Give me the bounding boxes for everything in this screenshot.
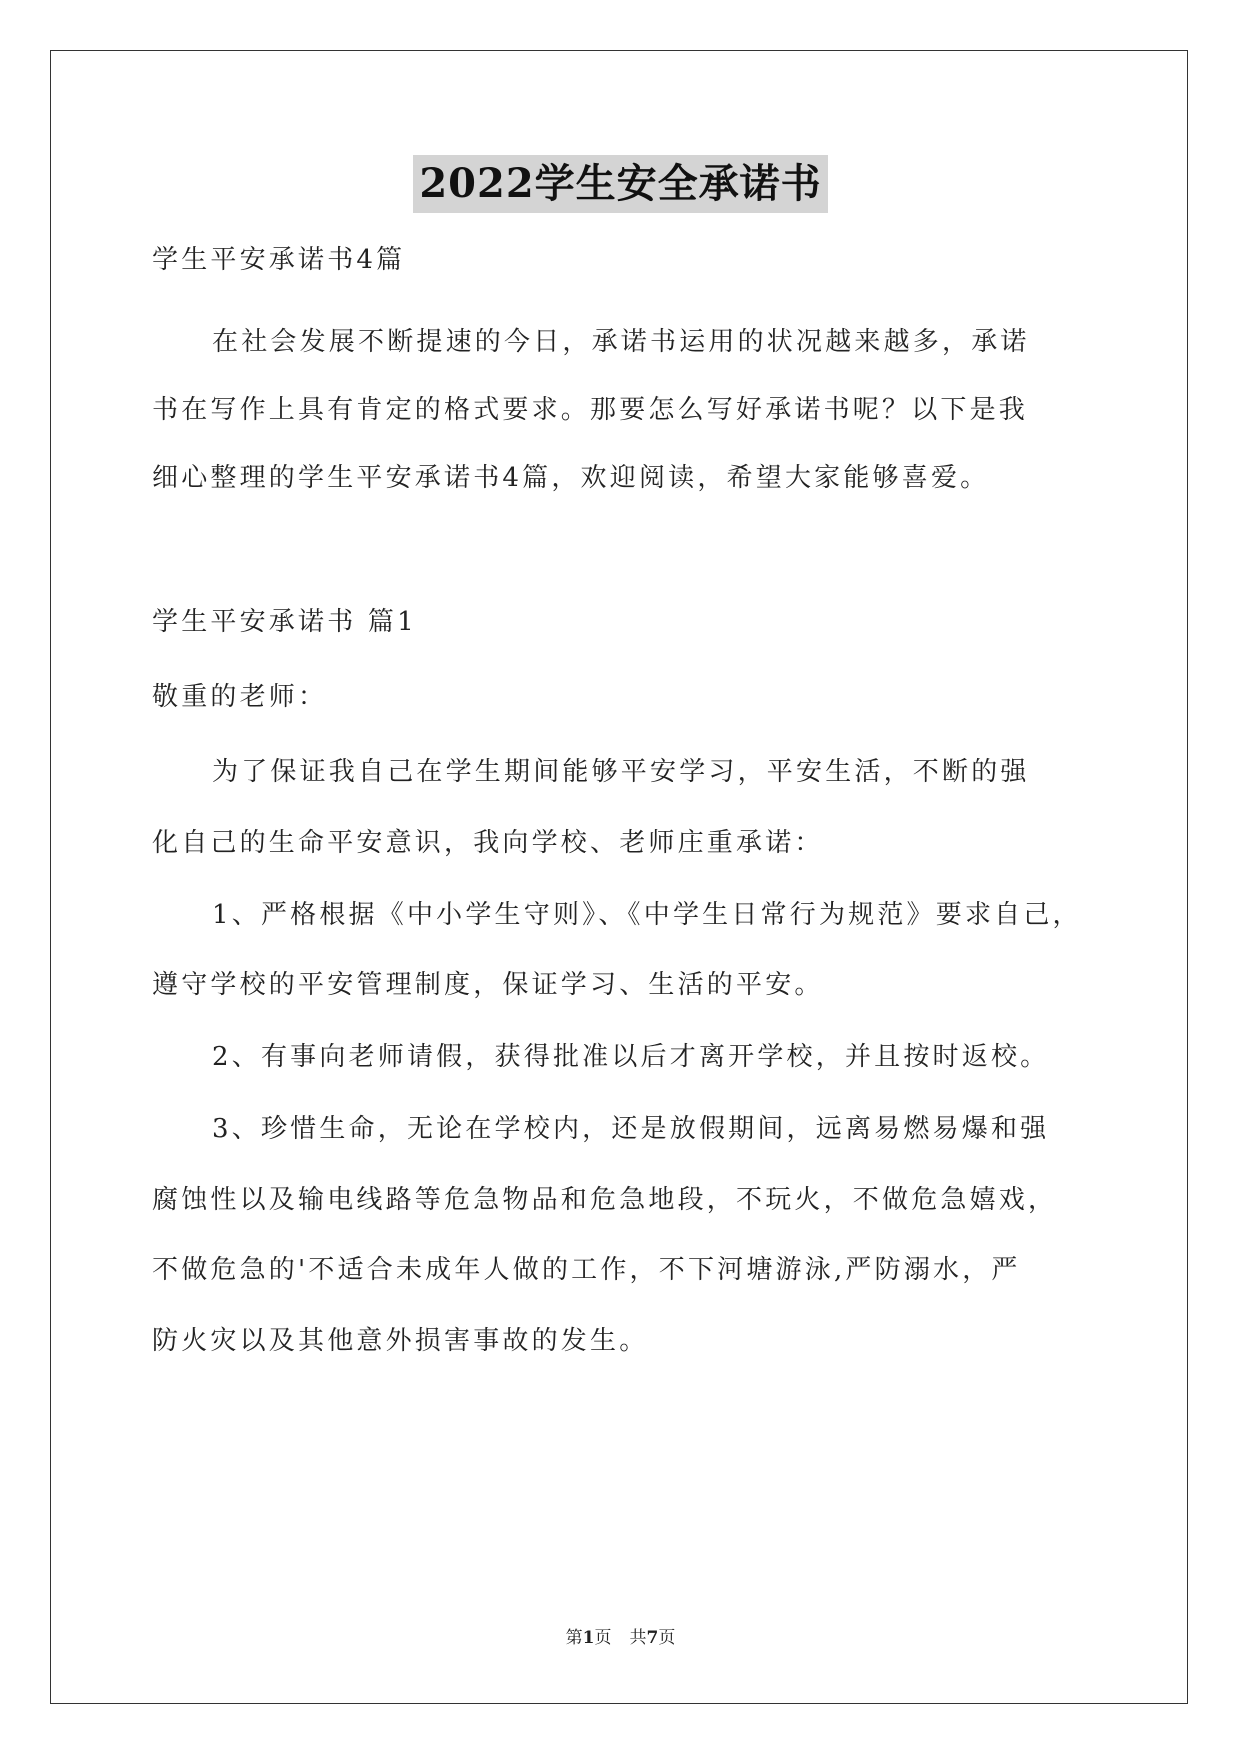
title-container	[0, 155, 1241, 213]
total-prefix: 共	[629, 1628, 647, 1648]
list-item-3-line: 3、珍惜生命，无论在学校内，还是放假期间，远离易燃易爆和强	[212, 1114, 1050, 1144]
list-item-1-line: 遵守学校的平安管理制度，保证学习、生活的平安。	[152, 970, 824, 1000]
body-paragraph-line: 化自己的生命平安意识，我向学校、老师庄重承诺：	[152, 828, 824, 858]
list-item-2-line: 2、有事向老师请假，获得批准以后才离开学校，并且按时返校。	[212, 1042, 1050, 1072]
total-suffix: 页	[658, 1628, 676, 1648]
intro-paragraph-line: 书在写作上具有肯定的格式要求。那要怎么写好承诺书呢？以下是我	[152, 395, 1029, 425]
list-item-1-line: 1、严格根据《中小学生守则》、《中学生日常行为规范》要求自己，	[212, 900, 1082, 930]
document-title: 2022学生安全承诺书	[413, 155, 827, 213]
section-heading: 学生平安承诺书 篇1	[152, 607, 417, 637]
list-item-3-line: 腐蚀性以及输电线路等危急物品和危急地段，不玩火，不做危急嬉戏，	[152, 1185, 1058, 1215]
list-item-3-line: 不做危急的'不适合未成年人做的工作，不下河塘游泳,严防溺水，严	[152, 1255, 1021, 1285]
body-paragraph-line: 为了保证我自己在学生期间能够平安学习，平安生活，不断的强	[212, 757, 1030, 787]
page-suffix: 页	[594, 1628, 612, 1648]
intro-heading: 学生平安承诺书4篇	[152, 245, 406, 275]
page-border	[50, 50, 1188, 1704]
list-item-3-line: 防火灾以及其他意外损害事故的发生。	[152, 1326, 649, 1356]
salutation: 敬重的老师：	[152, 682, 328, 712]
intro-paragraph-line: 细心整理的学生平安承诺书4篇，欢迎阅读，希望大家能够喜爱。	[152, 463, 990, 493]
page-prefix: 第	[565, 1628, 583, 1648]
intro-paragraph-line: 在社会发展不断提速的今日，承诺书运用的状况越来越多，承诺	[212, 327, 1030, 357]
page-footer	[0, 1623, 1241, 1648]
page-number: 1	[582, 1628, 595, 1648]
total-pages: 7	[646, 1628, 659, 1648]
